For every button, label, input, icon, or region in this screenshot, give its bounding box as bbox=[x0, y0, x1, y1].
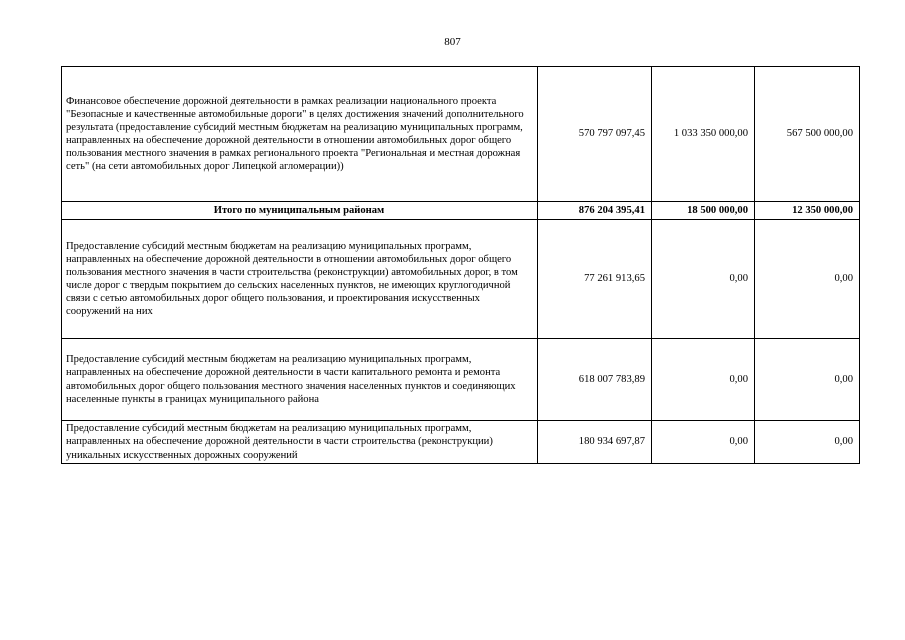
budget-table bbox=[61, 66, 860, 464]
value-cell: 618 007 783,89 bbox=[538, 339, 652, 421]
row-description: Предоставление субсидий местным бюджетам на реализацию муниципальных программ, направленных на обеспечение дорожной деятельности в части капитального ремонта и ремонта автомобильных дорог общего пользования местного значения населенных пунктов и соединяющих населенные пункты в границах муниципального района bbox=[62, 339, 538, 421]
page-number: 807 bbox=[444, 36, 461, 48]
total-label: Итого по муниципальным районам bbox=[62, 202, 538, 220]
row-description: Предоставление субсидий местным бюджетам на реализацию муниципальных программ, направленных на обеспечение дорожной деятельности в части строительства (реконструкции) уникальных искусственных дорожных сооружений bbox=[62, 421, 538, 464]
table-row bbox=[62, 421, 860, 464]
row-description: Предоставление субсидий местным бюджетам на реализацию муниципальных программ, направленных на обеспечение дорожной деятельности в отношении автомобильных дорог общего пользования местного значения в части строительства (реконструкции) автомобильных дорог, в том числе дорог с твердым покрытием до сельских населенных пунктов, не имеющих круглогодичной связи с сетью автомобильных дорог общего пользования, и проектирования искусственных сооружений на них bbox=[62, 220, 538, 339]
value-cell: 180 934 697,87 bbox=[538, 421, 652, 464]
total-value-cell: 18 500 000,00 bbox=[652, 202, 755, 220]
value-cell: 567 500 000,00 bbox=[755, 67, 860, 202]
value-cell: 0,00 bbox=[755, 220, 860, 339]
value-cell: 0,00 bbox=[652, 220, 755, 339]
value-cell: 0,00 bbox=[755, 421, 860, 464]
value-cell: 77 261 913,65 bbox=[538, 220, 652, 339]
table-row bbox=[62, 220, 860, 339]
value-cell: 570 797 097,45 bbox=[538, 67, 652, 202]
table-row bbox=[62, 339, 860, 421]
total-value-cell: 876 204 395,41 bbox=[538, 202, 652, 220]
total-row bbox=[62, 202, 860, 220]
total-value-cell: 12 350 000,00 bbox=[755, 202, 860, 220]
value-cell: 0,00 bbox=[652, 421, 755, 464]
value-cell: 0,00 bbox=[755, 339, 860, 421]
value-cell: 1 033 350 000,00 bbox=[652, 67, 755, 202]
row-description: Финансовое обеспечение дорожной деятельности в рамках реализации национального проекта "Безопасные и качественные автомобильные дороги" в целях достижения значений дополнительного результата (предоставление субсидий местным бюджетам на реализацию муниципальных программ, направленных на обеспечение дорожной деятельности в отношении автомобильных дорог общего пользования местного значения в рамках регионального проекта "Региональная и местная дорожная сеть" (на сети автомобильных дорог Липецкой агломерации)) bbox=[62, 67, 538, 202]
table-row bbox=[62, 67, 860, 202]
value-cell: 0,00 bbox=[652, 339, 755, 421]
